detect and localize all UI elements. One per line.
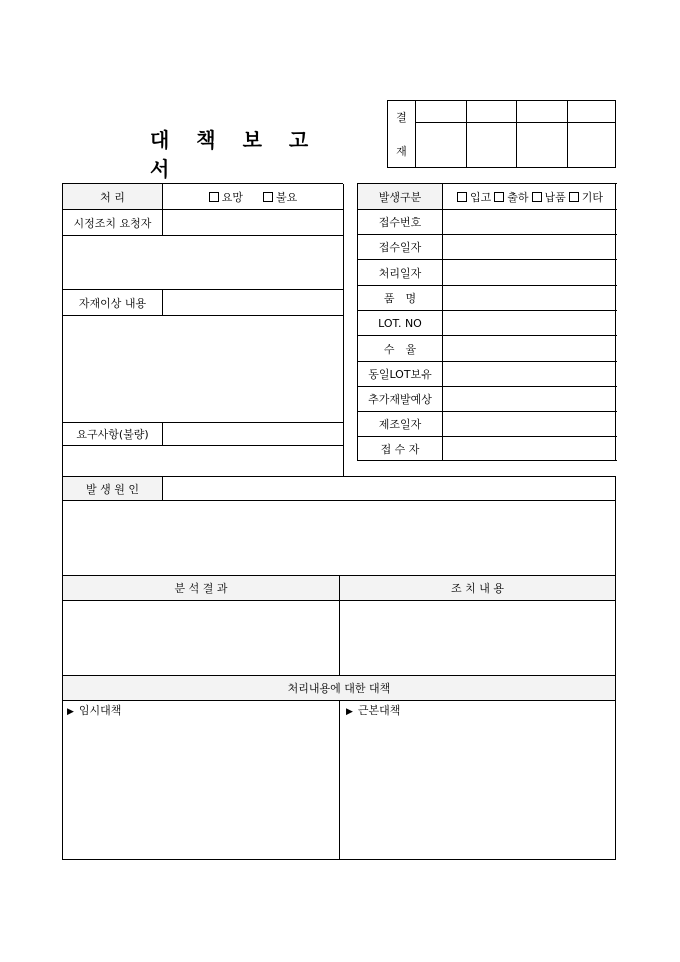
corrective-request-label: 시정조치 요청자 — [73, 216, 152, 230]
requirement-detail[interactable] — [63, 446, 343, 476]
temporary-measure-label: 임시대책 — [78, 704, 122, 717]
cause-label: 발 생 원 인 — [63, 477, 162, 500]
corrective-request-field[interactable] — [163, 210, 343, 235]
handling-options — [163, 184, 343, 209]
lot-number-field[interactable] — [443, 311, 617, 335]
triangle-bullet-icon: ▶ — [346, 707, 353, 717]
same-lot-stock-label: 동일LOT보유 — [368, 368, 432, 381]
receiver-label: 접 수 자 — [380, 442, 420, 456]
checkbox-delivery[interactable] — [532, 192, 542, 202]
temporary-measure-area[interactable] — [63, 701, 339, 859]
corrective-request-detail[interactable] — [63, 236, 343, 289]
checkbox-shipping[interactable] — [494, 192, 504, 202]
checkbox-requested[interactable] — [209, 192, 219, 202]
option-requested: 요망 — [221, 190, 243, 204]
receipt-number-label: 접수번호 — [378, 216, 422, 229]
option-delivery: 납품 — [544, 190, 566, 204]
approval-sign-cell-3[interactable] — [517, 123, 567, 167]
page-title: 대 책 보 고 서 — [150, 128, 319, 181]
cause-field[interactable] — [163, 477, 615, 500]
material-issue-detail[interactable] — [63, 316, 343, 422]
analysis-detail[interactable] — [63, 601, 339, 675]
recurrence-expected-field[interactable] — [443, 387, 617, 411]
fundamental-measure-area[interactable] — [340, 701, 615, 859]
manufacture-date-label: 제조일자 — [378, 418, 422, 431]
cause-detail[interactable] — [63, 501, 615, 575]
analysis-label: 분 석 결 과 — [63, 576, 339, 600]
action-detail[interactable] — [340, 601, 615, 675]
product-name-field[interactable] — [443, 286, 617, 310]
material-issue-label: 자재이상 내용 — [78, 296, 147, 310]
option-incoming: 입고 — [469, 190, 492, 204]
occurrence-block — [357, 183, 617, 461]
checkbox-not-required[interactable] — [263, 192, 273, 202]
occurrence-type-options — [443, 184, 617, 209]
product-name-label: 품 명 — [383, 292, 417, 305]
option-shipping: 출하 — [507, 190, 529, 204]
receipt-number-field[interactable] — [443, 210, 617, 234]
occurrence-type-label: 발생구분 — [358, 184, 442, 209]
requirement-field[interactable] — [163, 423, 343, 445]
handling-label: 처 리 — [63, 184, 162, 209]
lot-number-label: LOT. NO — [378, 316, 422, 330]
checkbox-incoming[interactable] — [457, 192, 467, 202]
option-not-required: 불요 — [276, 190, 298, 204]
recurrence-expected-label: 추가재발예상 — [368, 393, 432, 406]
yield-label: 수 율 — [383, 342, 417, 356]
requirement-label: 요구사항(불량) — [76, 428, 149, 441]
approval-sign-cell-1[interactable] — [416, 123, 466, 167]
approval-label-bottom: 재 — [396, 145, 407, 158]
yield-field[interactable] — [443, 336, 617, 361]
approval-box — [387, 100, 616, 168]
receipt-date-field[interactable] — [443, 235, 617, 259]
report-form — [62, 183, 616, 860]
approval-sign-cell-4[interactable] — [568, 123, 616, 167]
receipt-date-label: 접수일자 — [378, 241, 422, 254]
triangle-bullet-icon: ▶ — [67, 707, 74, 717]
countermeasure-heading: 처리내용에 대한 대책 — [63, 676, 615, 700]
manufacture-date-field[interactable] — [443, 412, 617, 436]
fundamental-measure-label: 근본대책 — [357, 704, 401, 717]
action-label: 조 치 내 용 — [340, 576, 615, 600]
same-lot-stock-field[interactable] — [443, 362, 617, 386]
processing-date-label: 처리일자 — [378, 266, 422, 280]
material-issue-field[interactable] — [163, 290, 343, 315]
checkbox-other[interactable] — [569, 192, 579, 202]
approval-sign-cell-2[interactable] — [467, 123, 516, 167]
processing-date-field[interactable] — [443, 260, 617, 285]
option-other: 기타 — [581, 190, 604, 204]
approval-label-top: 결 — [396, 111, 407, 124]
receiver-field[interactable] — [443, 437, 617, 460]
